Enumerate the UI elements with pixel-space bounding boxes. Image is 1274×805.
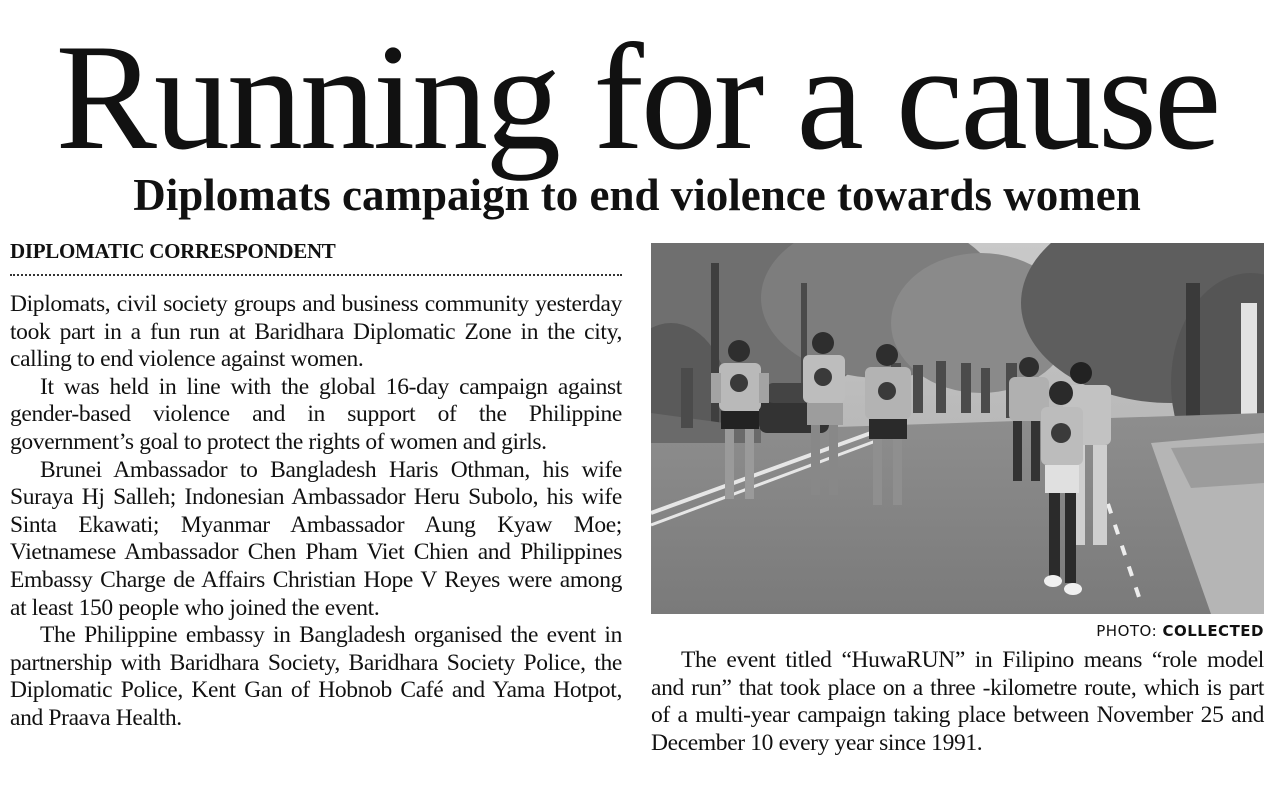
photo-credit	[1096, 622, 1264, 640]
paragraph: It was held in line with the global 16-day campaign against gender-based violence and in support of the Philippine government’s goal to protect the rights of women and girls.	[10, 373, 622, 455]
article-photo	[651, 243, 1264, 614]
byline: DIPLOMATIC CORRESPONDENT	[10, 239, 336, 263]
byline-divider	[10, 274, 622, 276]
photo-credit-label: PHOTO:	[1096, 622, 1163, 640]
body-column-right	[651, 647, 1264, 757]
paragraph: The event titled “HuwaRUN” in Filipino means “role model and run” that took place on a three -kilometre route, which is part of a multi-year campaign taking place between November 25 and December 10 every year since 1991.	[651, 647, 1264, 756]
headline: Running for a cause	[55, 13, 1219, 181]
photo-illustration	[651, 243, 1264, 614]
paragraph: Diplomats, civil society groups and business community yesterday took part in a fun run at Baridhara Diplomatic Zone in the city, calling to end violence against women.	[10, 291, 622, 373]
body-column-left	[10, 291, 622, 733]
paragraph: Brunei Ambassador to Bangladesh Haris Othman, his wife Suraya Hj Salleh; Indonesian Ambassador Heru Subolo, his wife Sinta Ekawati; Myanmar Ambassador Aung Kyaw Moe; Vietnamese Ambassador Chen Pham Viet Chien and Philippines Embassy Charge de Affairs Christian Hope V Reyes were among at least 150 people who joined the event.	[10, 456, 622, 621]
paragraph: The Philippine embassy in Bangladesh organised the event in partnership with Baridhara Society, Baridhara Society Police, the Diplomatic Police, Kent Gan of Hobnob Café and Yama Hotpot, and Praava Health.	[10, 622, 622, 731]
photo-credit-value: COLLECTED	[1162, 622, 1264, 640]
subheadline: Diplomats campaign to end violence towards women	[133, 170, 1141, 220]
